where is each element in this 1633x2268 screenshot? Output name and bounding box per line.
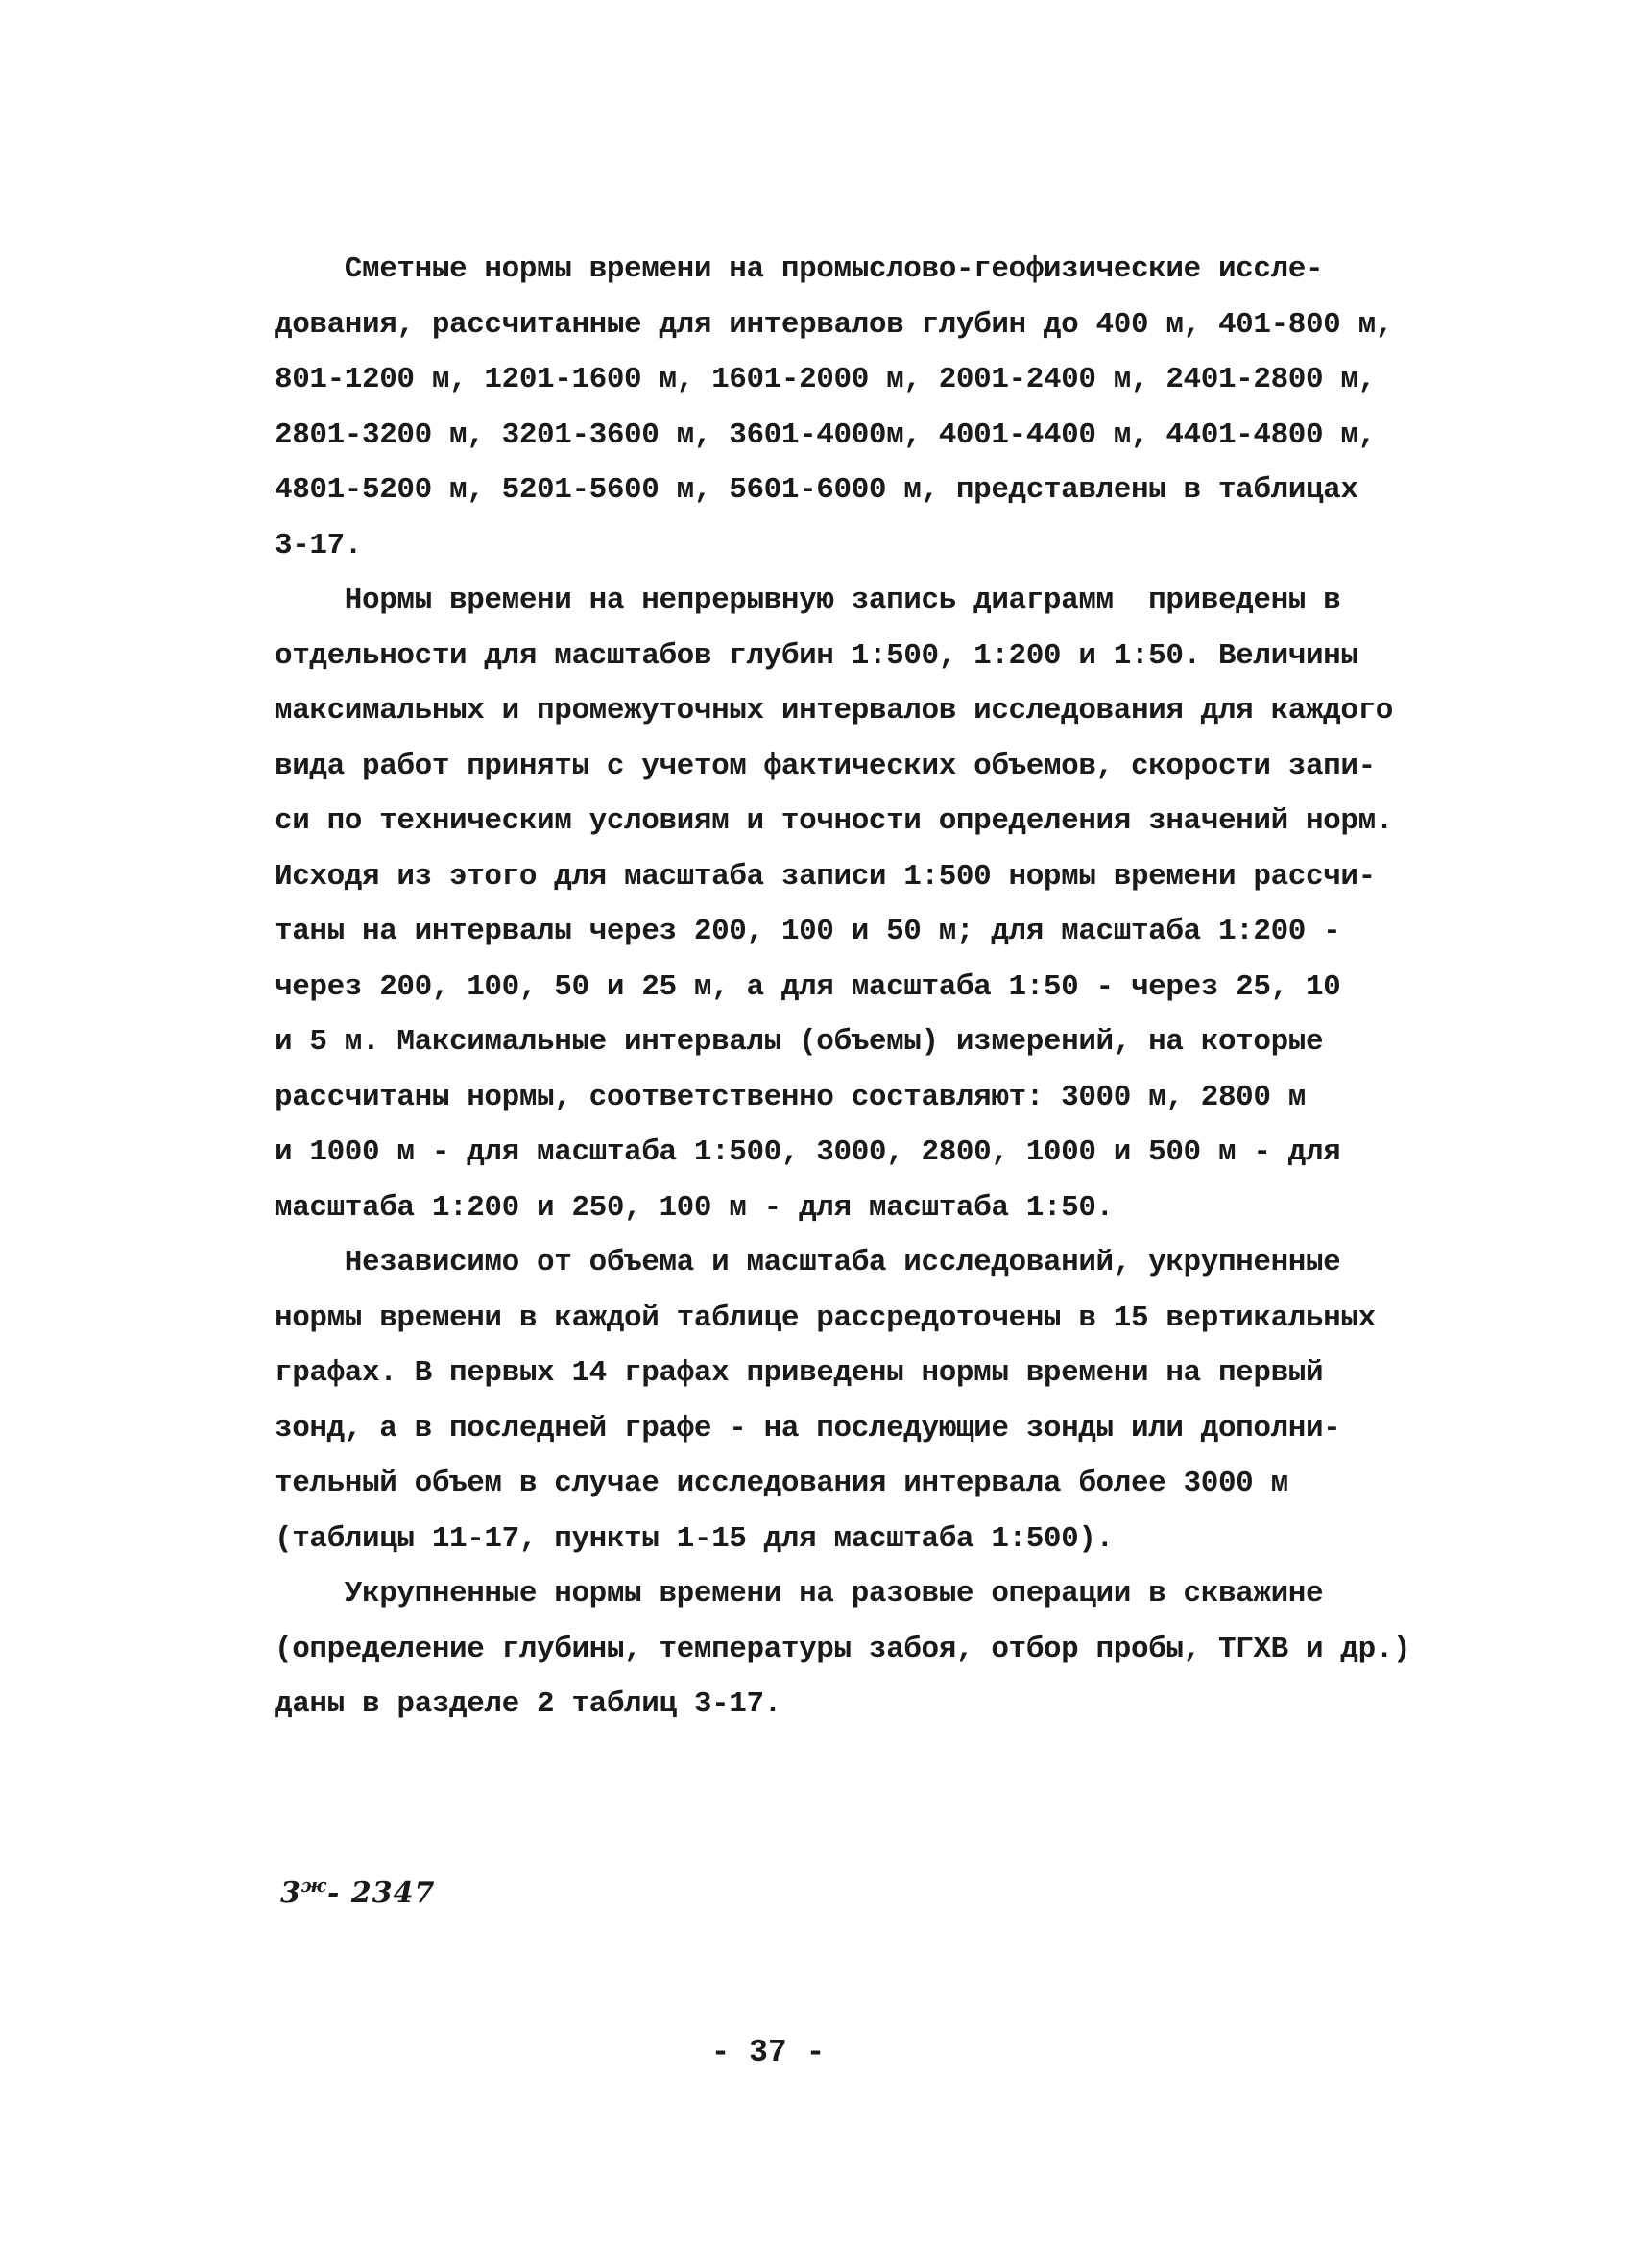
text-line: тельный объем в случае исследования интервала более 3000 м: [275, 1467, 1288, 1500]
text-line: отдельности для масштабов глубин 1:500, 1:200 и 1:50. Величины: [275, 638, 1358, 673]
text-line: 801-1200 м, 1201-1600 м, 1601-2000 м, 2001-2400 м, 2401-2800 м,: [275, 363, 1376, 396]
text-line: 3-17.: [275, 528, 363, 562]
text-line: и 5 м. Максимальные интервалы (объемы) измерений, на которые: [275, 1025, 1324, 1059]
text-line: 4801-5200 м, 5201-5600 м, 5601-6000 м, представлены в таблицах: [275, 473, 1358, 507]
text-line: таны на интервалы через 200, 100 и 50 м; для масштаба 1:200 -: [275, 915, 1341, 948]
paragraph-1: [275, 242, 1393, 573]
text-line: через 200, 100, 50 и 25 м, а для масштаба 1:50 - через 25, 10: [275, 969, 1341, 1004]
text-line: и 1000 м - для масштаба 1:500, 3000, 2800, 1000 и 500 м - для: [275, 1135, 1341, 1169]
text-line: си по техническим условиям и точности определения значений норм.: [275, 804, 1393, 838]
paragraph-4: [275, 1566, 1411, 1732]
text-line: дования, рассчитанные для интервалов глубин до 400 м, 401-800 м,: [275, 307, 1393, 342]
text-line: вида работ приняты с учетом фактических объемов, скорости запи-: [275, 749, 1376, 783]
document-code-main: 3: [280, 1876, 301, 1910]
paragraph-2: [275, 573, 1393, 1235]
text-line: Нормы времени на непрерывную запись диаграмм приведены в: [275, 584, 1341, 617]
document-code-tail: - 2347: [327, 1876, 436, 1910]
text-line: Сметные нормы времени на промыслово-геофизические иссле-: [275, 252, 1324, 286]
text-line: Независимо от объема и масштаба исследований, укрупненные: [275, 1246, 1341, 1279]
text-line: масштаба 1:200 и 250, 100 м - для масштаба 1:50.: [275, 1190, 1114, 1225]
text-line: нормы времени в каждой таблице рассредоточены в 15 вертикальных: [275, 1301, 1376, 1335]
body-text: [275, 242, 1411, 1732]
text-line: Укрупненные нормы времени на разовые операции в скважине: [275, 1577, 1324, 1611]
text-line: Исходя из этого для масштаба записи 1:500 нормы времени рассчи-: [275, 859, 1376, 894]
document-code-sup: ж: [300, 1874, 327, 1897]
text-line: даны в разделе 2 таблиц 3-17.: [275, 1687, 781, 1721]
text-line: максимальных и промежуточных интервалов исследования для каждого: [275, 694, 1393, 728]
text-line: 2801-3200 м, 3201-3600 м, 3601-4000м, 4001-4400 м, 4401-4800 м,: [275, 418, 1376, 452]
paragraph-3: [275, 1235, 1379, 1566]
page-number: - 37 -: [710, 2035, 826, 2070]
text-line: (таблицы 11-17, пункты 1-15 для масштаба 1:500).: [275, 1521, 1114, 1556]
text-line: зонд, а в последней графе - на последующие зонды или дополни-: [275, 1411, 1341, 1445]
text-line: (определение глубины, температуры забоя, отбор пробы, ТГХВ и др.): [275, 1632, 1411, 1666]
text-line: графах. В первых 14 графах приведены нормы времени на первый: [275, 1356, 1324, 1390]
text-line: рассчитаны нормы, соответственно составляют: 3000 м, 2800 м: [275, 1080, 1306, 1114]
document-code: [280, 1874, 435, 1910]
